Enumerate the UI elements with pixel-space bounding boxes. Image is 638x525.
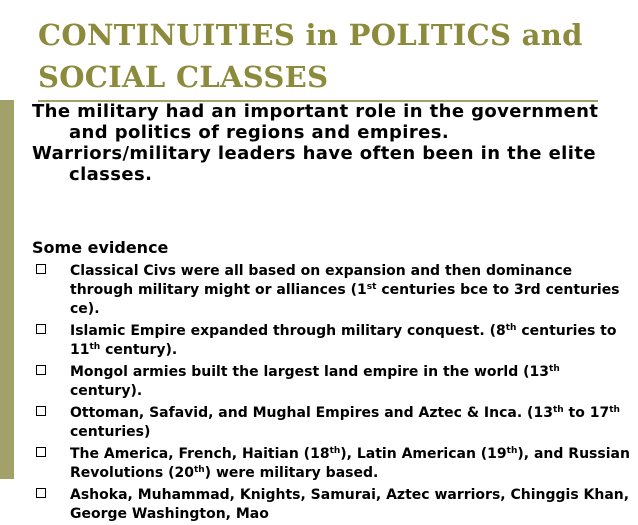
- square-bullet-icon: [36, 365, 46, 375]
- text-segment: ), and Russian Revolutions (20: [70, 446, 630, 481]
- ordinal-suffix: th: [89, 342, 101, 352]
- evidence-item-text: [70, 263, 620, 317]
- ordinal-suffix: st: [366, 282, 377, 292]
- text-segment: ), Latin American (19: [340, 446, 507, 462]
- ordinal-suffix: th: [552, 405, 564, 415]
- ordinal-suffix: th: [329, 446, 341, 456]
- evidence-item-text: [70, 364, 560, 399]
- text-segment: centuries to 11: [70, 323, 617, 358]
- square-bullet-icon: [36, 264, 46, 274]
- square-bullet-icon: [36, 324, 46, 334]
- text-segment: ) were military based.: [204, 465, 379, 481]
- text-segment: Islamic Empire expanded through military conquest. (8: [70, 323, 506, 339]
- evidence-heading: Some evidence: [32, 238, 169, 257]
- evidence-item-text: [70, 446, 630, 481]
- evidence-item-text: [70, 405, 620, 440]
- evidence-item: [32, 443, 632, 481]
- statement-list: [32, 101, 632, 185]
- text-segment: century).: [70, 383, 143, 399]
- ordinal-suffix: th: [505, 323, 517, 333]
- text-segment: to 17: [563, 405, 610, 421]
- evidence-item: [32, 361, 632, 399]
- ordinal-suffix: th: [549, 364, 560, 374]
- evidence-item-text: [70, 487, 629, 522]
- evidence-item: [32, 260, 632, 317]
- evidence-list: [32, 260, 632, 525]
- text-segment: centuries): [70, 424, 151, 440]
- square-bullet-icon: [36, 406, 46, 416]
- text-segment: Ashoka, Muhammad, Knights, Samurai, Aztec warriors, Chinggis Khan, George Washington, Mao: [70, 487, 630, 522]
- square-bullet-icon: [36, 488, 46, 498]
- text-segment: Ottoman, Safavid, and Mughal Empires and Aztec & Inca. (13: [70, 405, 553, 421]
- evidence-item: [32, 320, 632, 358]
- evidence-item: [32, 402, 632, 440]
- statement-military-role: The military had an important role in the government and politics of regions and empires.: [32, 101, 599, 143]
- slide-title: CONTINUITIES in POLITICS and SOCIAL CLASSES: [38, 18, 583, 94]
- ordinal-suffix: th: [193, 465, 205, 475]
- evidence-item: [32, 484, 632, 522]
- square-bullet-icon: [36, 447, 46, 457]
- ordinal-suffix: th: [506, 446, 518, 456]
- text-segment: century).: [100, 342, 178, 358]
- text-segment: Mongol armies built the largest land empire in the world (13: [70, 364, 550, 380]
- text-segment: centuries bce to 3rd centuries ce).: [70, 282, 620, 317]
- text-segment: The America, French, Haitian (18: [70, 446, 330, 462]
- text-segment: Classical Civs were all based on expansion and then dominance through military might or alliances (1: [70, 263, 573, 298]
- evidence-item-text: [70, 323, 616, 358]
- statement-elite-classes: Warriors/military leaders have often been in the elite classes.: [32, 143, 596, 185]
- side-bar-gap: [0, 0, 14, 100]
- ordinal-suffix: th: [609, 405, 620, 415]
